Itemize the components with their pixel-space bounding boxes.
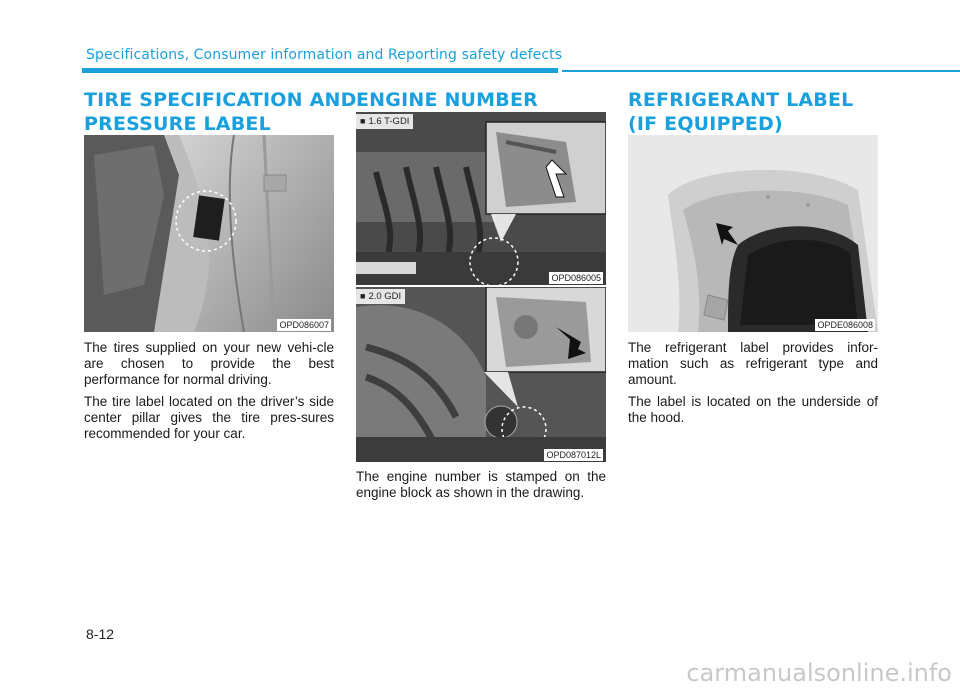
refrigerant-body-text xyxy=(628,340,878,432)
refrigerant-label-heading xyxy=(628,88,853,136)
engine-heading-line: ENGINE NUMBER xyxy=(356,89,538,111)
hood-underside-illustration xyxy=(628,135,878,332)
refrigerant-image-code: OPDE086008 xyxy=(817,320,873,330)
refrigerant-paragraph-1: The refrigerant label provides infor-mation such as refrigerant type and amount. xyxy=(628,340,878,387)
tire-label-heading xyxy=(84,88,357,136)
door-pillar-photo xyxy=(84,135,334,332)
tire-body-text xyxy=(84,340,334,448)
tire-paragraph-1: The tires supplied on your new vehi-cle are chosen to provide the best performance for normal driving. xyxy=(84,340,334,387)
engine-number-heading xyxy=(356,88,538,112)
tire-heading-line2: PRESSURE LABEL xyxy=(84,113,271,135)
engine-variant-tag-2-0-gdi: ■ 2.0 GDI xyxy=(356,289,405,304)
engine-bottom-image-code: OPD087012L xyxy=(546,450,601,460)
refrigerant-heading-line1: REFRIGERANT LABEL xyxy=(628,89,854,111)
engine-paragraph-1: The engine number is stamped on the engine block as shown in the drawing. xyxy=(356,469,606,500)
refrigerant-paragraph-2: The label is located on the underside of the hood. xyxy=(628,394,878,425)
engine-variant-tag-1-6-tgdi: ■ 1.6 T-GDI xyxy=(356,114,413,129)
tire-image-code: OPD086007 xyxy=(279,320,329,330)
engine-top-image-code: OPD086005 xyxy=(551,273,601,283)
engine-illustration-bottom xyxy=(356,287,606,462)
tire-heading-line1: TIRE SPECIFICATION AND xyxy=(84,89,357,111)
engine-illustration-top xyxy=(356,112,606,285)
engine-photo-2-0-gdi xyxy=(356,287,606,462)
tire-paragraph-2: The tire label located on the driver’s side center pillar gives the tire pres-sures recommended for your car. xyxy=(84,394,334,441)
door-pillar-illustration xyxy=(84,135,334,332)
watermark: carmanualsonline.info xyxy=(686,659,952,687)
engine-photo-1-6-tgdi xyxy=(356,112,606,285)
engine-body-text xyxy=(356,469,606,507)
hood-underside-photo xyxy=(628,135,878,332)
header-rule-thin xyxy=(562,70,960,72)
refrigerant-heading-line2: (IF EQUIPPED) xyxy=(628,113,783,135)
header-rule xyxy=(82,68,558,73)
section-header-title: Specifications, Consumer information and Reporting safety defects xyxy=(86,47,563,63)
page-number: 8-12 xyxy=(86,626,115,642)
